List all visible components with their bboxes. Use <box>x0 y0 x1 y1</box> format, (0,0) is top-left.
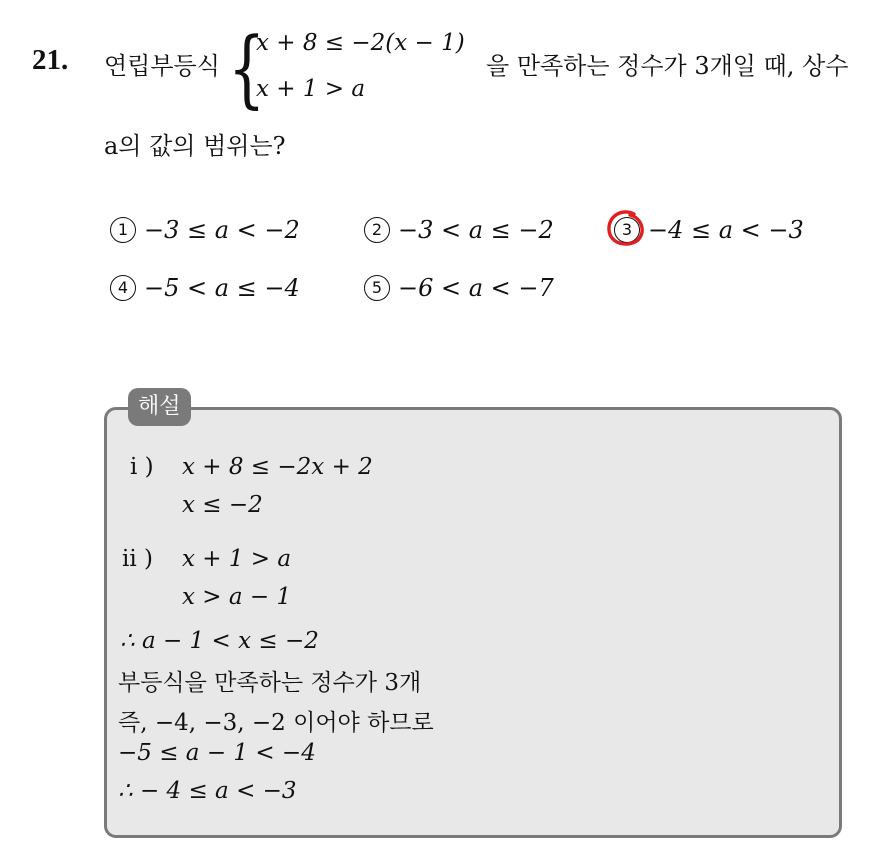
question-number: 21. <box>32 44 69 76</box>
question-tail: 을 만족하는 정수가 3개일 때, 상수 <box>486 52 849 80</box>
solution-line-1: x + 8 ≤ −2x + 2 <box>182 454 373 480</box>
question-lead: 연립부등식 <box>104 52 220 80</box>
choice-text: −6 < a < −7 <box>398 274 554 302</box>
solution-line-4: x > a − 1 <box>182 584 292 610</box>
solution-tag: 해설 <box>128 388 191 426</box>
solution-line-9: ∴ − 4 ≤ a < −3 <box>118 778 297 804</box>
choice-number: 2 <box>364 217 390 243</box>
solution-line-3: x + 1 > a <box>182 546 292 572</box>
choice-text: −5 < a ≤ −4 <box>144 274 300 302</box>
system-brace: { <box>228 19 266 117</box>
answer-circle-mark <box>604 208 646 250</box>
choice-2[interactable] <box>364 216 554 244</box>
solution-label-1: i ) <box>130 454 154 480</box>
choice-number: 4 <box>110 275 136 301</box>
choice-number: 5 <box>364 275 390 301</box>
choice-number: 3 <box>614 217 640 243</box>
choice-1[interactable] <box>110 216 300 244</box>
solution-line-6: 부등식을 만족하는 정수가 3개 <box>118 670 422 696</box>
solution-line-2: x ≤ −2 <box>182 492 263 518</box>
choice-4[interactable] <box>110 274 300 302</box>
choice-text: −3 < a ≤ −2 <box>398 216 554 244</box>
solution-line-7: 즉, −4, −3, −2 이어야 하므로 <box>118 710 434 736</box>
choice-text: −4 ≤ a < −3 <box>648 216 804 244</box>
choice-number: 1 <box>110 217 136 243</box>
choice-text: −3 ≤ a < −2 <box>144 216 300 244</box>
solution-line-5: ∴ a − 1 < x ≤ −2 <box>120 628 319 654</box>
system-line-2: x + 1 > a <box>256 76 366 102</box>
system-line-1: x + 8 ≤ −2(x − 1) <box>256 30 465 56</box>
choice-5[interactable] <box>364 274 554 302</box>
question-line-2: a의 값의 범위는? <box>104 132 286 160</box>
solution-line-8: −5 ≤ a − 1 < −4 <box>118 740 316 766</box>
solution-label-2: ii ) <box>122 546 153 572</box>
